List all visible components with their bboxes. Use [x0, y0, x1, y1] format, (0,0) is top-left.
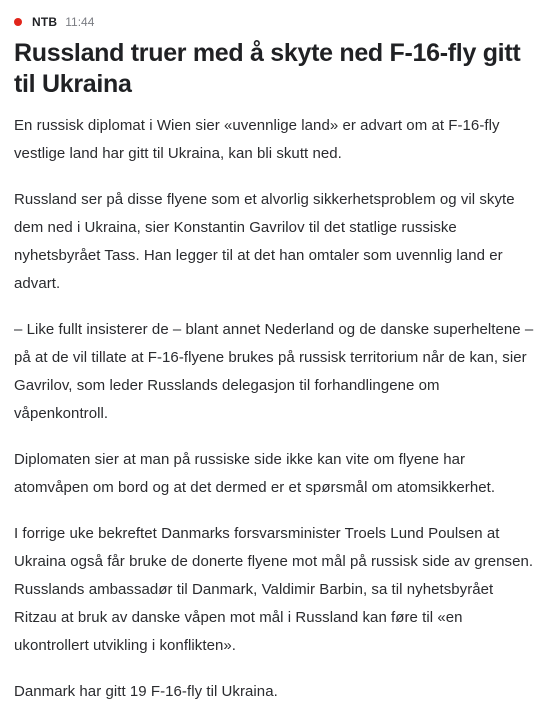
- paragraph-1: En russisk diplomat i Wien sier «uvennlige land» er advart om at F-16-fly vestlige land har gitt til Ukraina, kan bli skutt ned.: [14, 117, 500, 162]
- live-dot-icon: [14, 18, 22, 26]
- article-body: [14, 112, 537, 706]
- paragraph-3: – Like fullt insisterer de – blant annet Nederland og de danske superheltene – på at de vil tillate at F-16-flyene brukes på russisk territorium når de kan, sier Gavrilov, som leder Russlands delegasjon til forhandlingene om våpenkontroll.: [14, 321, 534, 422]
- article-headline: Russland truer med å skyte ned F-16-fly gitt til Ukraina: [14, 39, 521, 98]
- paragraph-6: Danmark har gitt 19 F-16-fly til Ukraina.: [14, 683, 278, 700]
- paragraph-2: Russland ser på disse flyene som et alvorlig sikkerhetsproblem og vil skyte dem ned i Ukraina, sier Konstantin Gavrilov til det statlige russiske nyhetsbyrået Tass. Han legger til at det han omtaler som uvennlig land er advart.: [14, 191, 515, 292]
- publish-time: 11:44: [65, 15, 95, 29]
- article-meta: [14, 14, 537, 30]
- source-label: NTB: [32, 15, 58, 29]
- paragraph-4: Diplomaten sier at man på russiske side ikke kan vite om flyene har atomvåpen om bord og at det dermed er et spørsmål om atomsikkerhet.: [14, 451, 496, 496]
- paragraph-5: I forrige uke bekreftet Danmarks forsvarsminister Troels Lund Poulsen at Ukraina også får bruke de donerte flyene mot mål på russisk side av grensen. Russlands ambassadør til Danmark, Valdimir Barbin, sa til nyhetsbyrået Ritzau at bruk av danske våpen mot mål i Russland kan føre til «en ukontrollert utvikling i konflikten».: [14, 525, 534, 654]
